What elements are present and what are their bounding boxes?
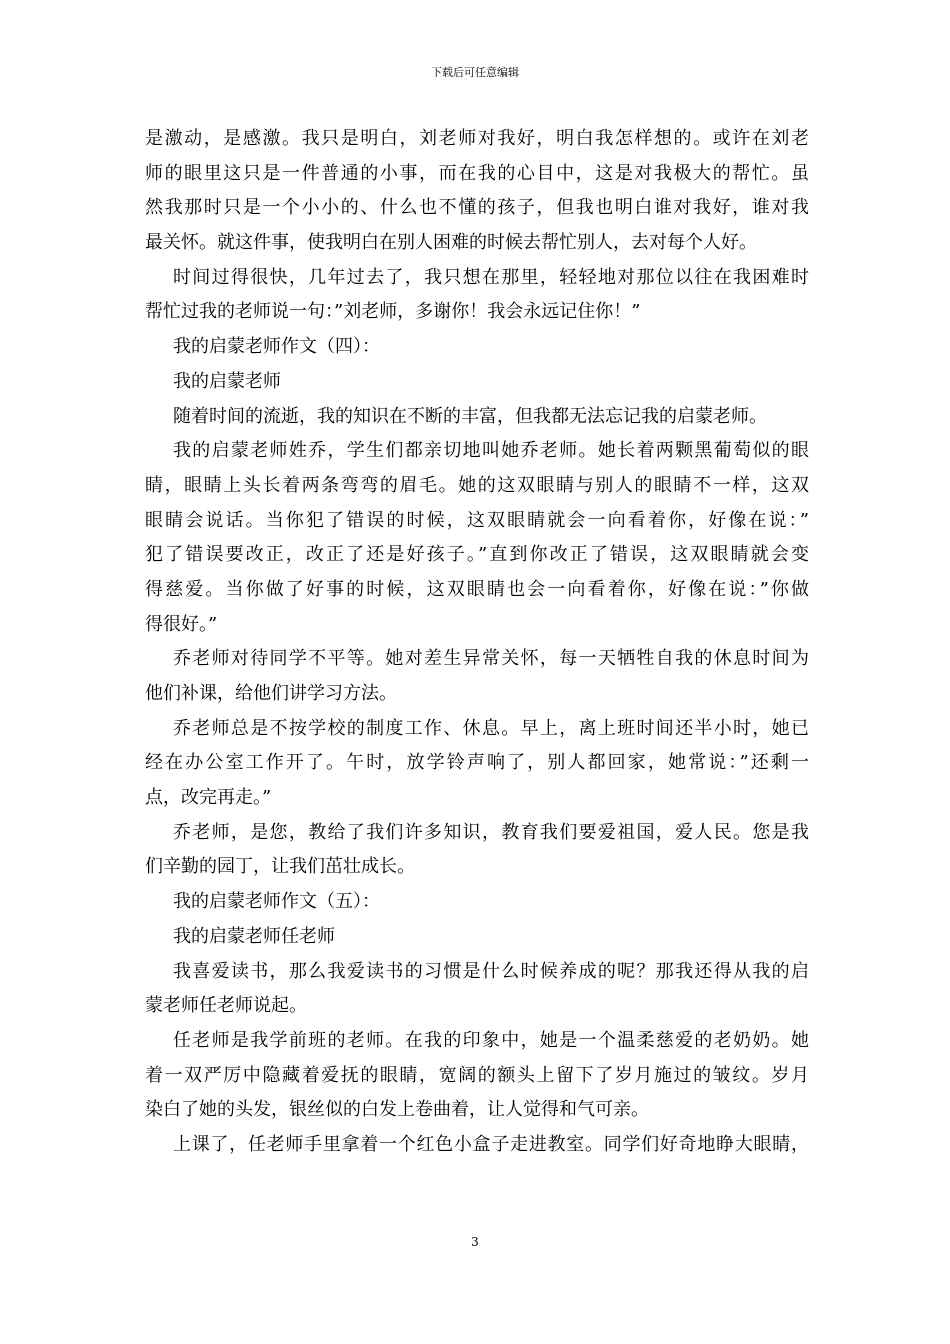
text-line: 着一双严厉中隐藏着爱抚的眼睛，宽阔的额头上留下了岁月施过的皱纹。岁月 bbox=[145, 1064, 809, 1086]
text-line: 点，改完再走。” bbox=[145, 787, 272, 809]
page-header: 下载后可任意编辑 bbox=[431, 66, 519, 79]
text-line: 我的启蒙老师任老师 bbox=[173, 925, 335, 947]
text-line: 得慈爱。当你做了好事的时候，这双眼睛也会一向看着你，好像在说：”你做 bbox=[145, 578, 809, 600]
text-line: 蒙老师任老师说起。 bbox=[145, 995, 307, 1017]
text-line: 然我那时只是一个小小的、什么也不懂的孩子，但我也明白谁对我好，谁对我 bbox=[145, 197, 809, 219]
text-line: 师的眼里这只是一件普通的小事，而在我的心目中，这是对我极大的帮忙。虽 bbox=[145, 162, 809, 184]
text-line: 眼睛会说话。当你犯了错误的时候，这双眼睛就会一向看着你，好像在说：” bbox=[145, 509, 809, 531]
text-line: 我的启蒙老师作文（四）： bbox=[173, 336, 380, 358]
text-line: 我的启蒙老师姓乔，学生们都亲切地叫她乔老师。她长着两颗黑葡萄似的眼 bbox=[173, 440, 809, 462]
text-line: 犯了错误要改正，改正了还是好孩子。”直到你改正了错误，这双眼睛就会变 bbox=[145, 544, 809, 566]
text-line: 最关怀。就这件事，使我明白在别人困难的时候去帮忙别人，去对每个人好。 bbox=[145, 232, 757, 254]
text-line: 我的启蒙老师作文（五）： bbox=[173, 891, 380, 913]
text-line: 随着时间的流逝，我的知识在不断的丰富，但我都无法忘记我的启蒙老师。 bbox=[173, 405, 767, 427]
text-line: 染白了她的头发，银丝似的白发上卷曲着，让人觉得和气可亲。 bbox=[145, 1099, 649, 1121]
document-body bbox=[145, 122, 809, 1163]
text-line: 帮忙过我的老师说一句：”刘老师，多谢你！我会永远记住你！” bbox=[145, 301, 641, 323]
text-line: 乔老师对待同学不平等。她对差生异常关怀，每一天牺牲自我的休息时间为 bbox=[173, 648, 809, 670]
text-line: 乔老师，是您，教给了我们许多知识，教育我们要爱祖国，爱人民。您是我 bbox=[173, 821, 809, 843]
text-line: 经在办公室工作开了。午时，放学铃声响了，别人都回家，她常说：”还剩一 bbox=[145, 752, 809, 774]
text-line: 睛，眼睛上头长着两条弯弯的眉毛。她的这双眼睛与别人的眼睛不一样，这双 bbox=[145, 474, 809, 496]
text-line: 我的启蒙老师 bbox=[173, 370, 281, 392]
text-line: 得很好。” bbox=[145, 613, 218, 635]
page-number: 3 bbox=[471, 1235, 479, 1249]
text-line: 时间过得很快，几年过去了，我只想在那里，轻轻地对那位以往在我困难时 bbox=[173, 266, 809, 288]
text-line: 我喜爱读书，那么我爱读书的习惯是什么时候养成的呢？那我还得从我的启 bbox=[173, 960, 809, 982]
text-line: 上课了，任老师手里拿着一个红色小盒子走进教室。同学们好奇地睁大眼睛， bbox=[173, 1133, 809, 1155]
text-line: 乔老师总是不按学校的制度工作、休息。早上，离上班时间还半小时，她已 bbox=[173, 717, 809, 739]
text-line: 们辛勤的园丁，让我们茁壮成长。 bbox=[145, 856, 415, 878]
text-line: 任老师是我学前班的老师。在我的印象中，她是一个温柔慈爱的老奶奶。她 bbox=[173, 1029, 809, 1051]
text-line: 是激动，是感激。我只是明白，刘老师对我好，明白我怎样想的。或许在刘老 bbox=[145, 128, 809, 149]
text-line: 他们补课，给他们讲学习方法。 bbox=[145, 683, 397, 704]
